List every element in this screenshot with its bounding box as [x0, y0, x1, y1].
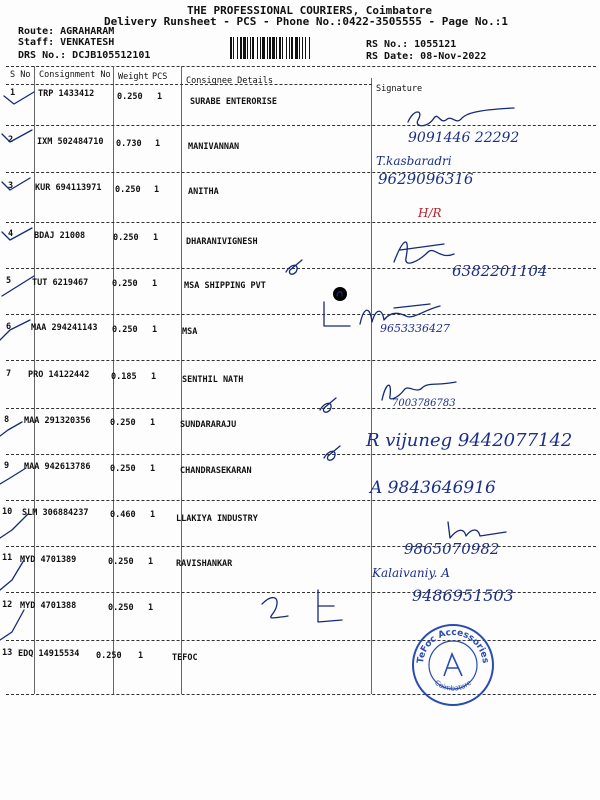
tick-marks: [0, 90, 40, 690]
row-weight: 0.250: [110, 464, 136, 474]
row-weight: 0.250: [108, 603, 134, 613]
row-pcs: 1: [152, 279, 158, 289]
row-consignee: CHANDRASEKARAN: [180, 466, 252, 476]
row-consignment: MAA 942613786: [24, 462, 91, 472]
row-consignment: MYD 4701388: [20, 601, 77, 611]
row-weight: 0.250: [110, 418, 136, 428]
drs-number: DRS No.: DCJB105512101: [18, 50, 151, 61]
row-consignment: EDQ 14915534: [18, 649, 80, 659]
signature-row1: [404, 102, 524, 132]
initial-mark-row7: [316, 396, 340, 416]
row-weight: 0.250: [117, 92, 143, 102]
col-weight: Weight: [118, 72, 149, 82]
row-sno: 4: [8, 229, 14, 239]
handwritten-name-row2: T.kasbaradri: [376, 154, 452, 168]
row-rule: [6, 408, 596, 409]
staff-label: Staff: VENKATESH: [18, 37, 115, 48]
handwritten-phone-row10: 9865070982: [404, 540, 500, 558]
col-sno: S No: [10, 70, 31, 80]
row-sno: 6: [6, 322, 12, 332]
row-pcs: 1: [138, 651, 144, 661]
row-consignee: DHARANIVIGNESH: [186, 237, 258, 247]
row-consignment: PRO 14122442: [28, 370, 90, 380]
row-pcs: 1: [148, 557, 154, 567]
row-consignee: MSA SHIPPING PVT: [184, 281, 266, 291]
row-pcs: 1: [150, 510, 156, 520]
row-sno: 12: [2, 600, 13, 610]
row-pcs: 1: [154, 185, 160, 195]
handwritten-phone-row12: 9486951503: [412, 586, 514, 605]
row-rule: [6, 694, 596, 695]
row-weight: 0.250: [96, 651, 122, 661]
handwritten-phone-row2: 9629096316: [378, 170, 474, 188]
row-consignee: TEFOC: [172, 653, 198, 663]
runsheet-subtitle: Delivery Runsheet - PCS - Phone No.:0422-3505555 - Page No.:1: [104, 15, 508, 28]
row-consignee: LLAKIYA INDUSTRY: [176, 514, 258, 524]
row-consignment: BDAJ 21008: [34, 231, 86, 241]
row-consignee: RAVISHANKAR: [176, 559, 233, 569]
row-sno: 10: [2, 507, 13, 517]
row-consignment: MYD 4701389: [20, 555, 77, 565]
row-rule: [6, 314, 596, 315]
rs-date: RS Date: 08-Nov-2022: [366, 51, 487, 62]
handwritten-phone-row4: 6382201104: [452, 262, 548, 280]
col-consignment: Consignment No: [39, 70, 111, 80]
row-rule: [6, 640, 596, 641]
route-label: Route: AGRAHARAM: [18, 26, 115, 37]
row-rule: [6, 172, 596, 173]
row-pcs: 1: [151, 372, 157, 382]
row-pcs: 1: [152, 325, 158, 335]
row-pcs: 1: [148, 603, 154, 613]
row-sno: 13: [2, 648, 13, 658]
row-consignment: TRP 1433412: [38, 89, 95, 99]
initial-mark-row8: [320, 444, 344, 464]
row-sno: 8: [4, 415, 10, 425]
row-sno: 1: [10, 88, 16, 98]
row-rule: [6, 454, 596, 455]
row-sno: 3: [8, 181, 14, 191]
row-sno: 5: [6, 276, 12, 286]
row-rule: [6, 222, 596, 223]
row-consignment: TUT 6219467: [32, 278, 89, 288]
company-stamp: [410, 622, 496, 708]
row-rule: [6, 84, 372, 85]
row-rule: [6, 500, 596, 501]
row-consignee: ANITHA: [188, 187, 219, 197]
row-weight: 0.250: [115, 185, 141, 195]
row-consignment: MAA 291320356: [24, 416, 91, 426]
row-weight: 0.250: [112, 325, 138, 335]
rs-number: RS No.: 1055121: [366, 39, 457, 50]
handwritten-text-row8: R vijuneg 9442077142: [366, 430, 573, 451]
row-consignee: SURABE ENTERORISE: [190, 97, 277, 107]
handwritten-text-row9: A 9843646916: [370, 478, 496, 498]
col-pcs: PCS: [152, 72, 168, 82]
header-top-rule: [6, 66, 596, 67]
row-weight: 0.250: [108, 557, 134, 567]
row-sno: 11: [2, 553, 13, 563]
row-pcs: 1: [155, 139, 161, 149]
row-sno: 2: [8, 135, 14, 145]
handwritten-name-row11: Kalaivaniy. A: [372, 566, 450, 580]
stamp-top-text: TeFoc Accessories: [415, 627, 491, 664]
company-title: THE PROFESSIONAL COURIERS, Coimbatore: [187, 4, 433, 17]
row-sno: 9: [4, 461, 10, 471]
row-consignee: MANIVANNAN: [188, 142, 240, 152]
row-consignee: SENTHIL NATH: [182, 375, 244, 385]
barcode: [230, 37, 360, 59]
row-pcs: 1: [153, 233, 159, 243]
col-consignee: Consignee Details: [186, 76, 273, 86]
row-pcs: 1: [150, 464, 156, 474]
stamp-bottom-text: Coimbatore: [433, 678, 473, 693]
row-sno: 7: [6, 369, 12, 379]
row-consignment: SLM 306884237: [22, 508, 89, 518]
initial-mark-row4: [282, 258, 306, 278]
signature-row12: [258, 586, 348, 628]
row-weight: 0.460: [110, 510, 136, 520]
handwritten-phone-row7: 7003786783: [392, 398, 456, 409]
signature-row10: [444, 518, 514, 542]
row-consignment: IXM 502484710: [37, 137, 104, 147]
row-consignee: SUNDARARAJU: [180, 420, 237, 430]
handwritten-phone-row1: 9091446 22292: [408, 130, 520, 146]
row-consignment: MAA 294241143: [31, 323, 98, 333]
row-weight: 0.250: [112, 279, 138, 289]
row-weight: 0.250: [113, 233, 139, 243]
row-consignee: MSA: [182, 327, 198, 337]
row-pcs: 1: [157, 92, 163, 102]
handwritten-mark-row3: H/R: [418, 206, 442, 220]
row-pcs: 1: [150, 418, 156, 428]
row-weight: 0.185: [111, 372, 137, 382]
handwritten-phone-row5: 9653336427: [380, 322, 450, 335]
row-weight: 0.730: [116, 139, 142, 149]
col-signature: Signature: [376, 84, 423, 94]
rule-before-signature: [371, 78, 372, 694]
row-rule: [6, 360, 596, 361]
row-rule: [6, 546, 596, 547]
svg-text:Coimbatore: [433, 679, 473, 693]
row-consignment: KUR 694113971: [35, 183, 102, 193]
